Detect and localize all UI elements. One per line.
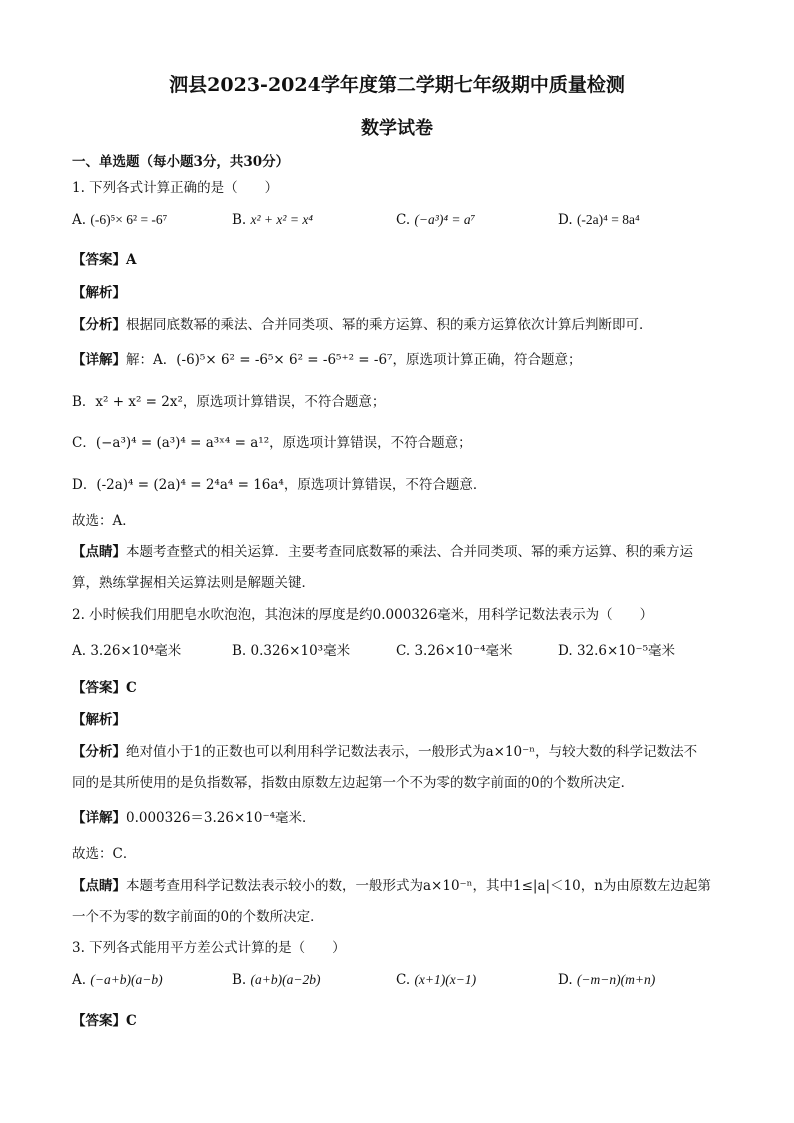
q1-comment-1: 【点睛】本题考查整式的相关运算．主要考查同底数幂的乘法、合并同类项、幂的乘方运算、积的乘方运 bbox=[72, 544, 693, 560]
q1-detail-a: 【详解】解：A．(-6)⁵× 6² = -6⁵× 6² = -6⁵⁺² = -6⁷，原选项计算正确，符合题意； bbox=[72, 352, 582, 368]
q1-stem: 1. 下列各式计算正确的是（ ） bbox=[72, 180, 279, 196]
q2-option-a: A. 3.26×10⁴毫米 bbox=[72, 643, 182, 659]
q2-option-b: B. 0.326×10³毫米 bbox=[232, 643, 351, 659]
q3-answer: 【答案】C bbox=[72, 1013, 137, 1029]
q1-option-a: A. (-6)⁵× 6² = -6⁷ bbox=[72, 212, 168, 228]
q2-detail: 【详解】0.000326＝3.26×10⁻⁴毫米． bbox=[72, 810, 316, 826]
q3-stem: 3. 下列各式能用平方差公式计算的是（ ） bbox=[72, 940, 346, 956]
q2-option-c: C. 3.26×10⁻⁴毫米 bbox=[396, 643, 513, 659]
q2-jiexi: 【解析】 bbox=[72, 712, 126, 728]
q1-option-c: C. (−a³)⁴ = a⁷ bbox=[396, 212, 476, 228]
q2-option-d: D. 32.6×10⁻⁵毫米 bbox=[558, 643, 676, 659]
exam-title: 泗县2023-2024学年度第二学期七年级期中质量检测 bbox=[169, 74, 625, 96]
q2-stem: 2. 小时候我们用肥皂水吹泡泡，其泡沫的厚度是约0.000326毫米，用科学记数法表示为（ ） bbox=[72, 607, 654, 623]
q3-option-d: D. (−m−n)(m+n) bbox=[558, 972, 656, 988]
q3-option-b: B. (a+b)(a−2b) bbox=[232, 972, 321, 988]
exam-subtitle: 数学试卷 bbox=[361, 118, 433, 139]
section-heading: 一、单选题（每小题3分，共30分） bbox=[72, 154, 290, 170]
q1-detail-c: C．(−a³)⁴ = (a³)⁴ = a³ˣ⁴ = a¹²，原选项计算错误，不符合题意； bbox=[72, 435, 472, 451]
q1-option-b: B. x² + x² = x⁴ bbox=[232, 212, 313, 228]
q2-analysis-1: 【分析】绝对值小于1的正数也可以利用科学记数法表示，一般形式为a×10⁻ⁿ，与较大数的科学记数法不 bbox=[72, 744, 698, 760]
q1-option-d: D. (-2a)⁴ = 8a⁴ bbox=[558, 212, 640, 228]
q3-option-a: A. (−a+b)(a−b) bbox=[72, 972, 163, 988]
q1-jiexi: 【解析】 bbox=[72, 285, 126, 301]
q1-detail-d: D．(-2a)⁴ = (2a)⁴ = 2⁴a⁴ = 16a⁴，原选项计算错误，不符合题意． bbox=[72, 477, 487, 493]
q2-analysis-2: 同的是其所使用的是负指数幂，指数由原数左边起第一个不为零的数字前面的0的个数所决定． bbox=[72, 775, 635, 791]
q1-comment-2: 算，熟练掌握相关运算法则是解题关键． bbox=[72, 575, 315, 591]
q1-choose: 故选：A． bbox=[72, 513, 136, 529]
q2-comment-1: 【点睛】本题考查用科学记数法表示较小的数，一般形式为a×10⁻ⁿ，其中1≤|a|＜10，n为由原数左边起第 bbox=[72, 878, 711, 894]
q2-comment-2: 一个不为零的数字前面的0的个数所决定． bbox=[72, 909, 324, 925]
q1-detail-b: B．x² + x² = 2x²，原选项计算错误，不符合题意； bbox=[72, 394, 386, 410]
q3-option-c: C. (x+1)(x−1) bbox=[396, 972, 477, 988]
q2-choose: 故选：C． bbox=[72, 846, 137, 862]
q1-analysis: 【分析】根据同底数幂的乘法、合并同类项、幂的乘方运算、积的乘方运算依次计算后判断即可． bbox=[72, 317, 653, 333]
q2-answer: 【答案】C bbox=[72, 680, 137, 696]
q1-answer: 【答案】A bbox=[72, 252, 137, 268]
